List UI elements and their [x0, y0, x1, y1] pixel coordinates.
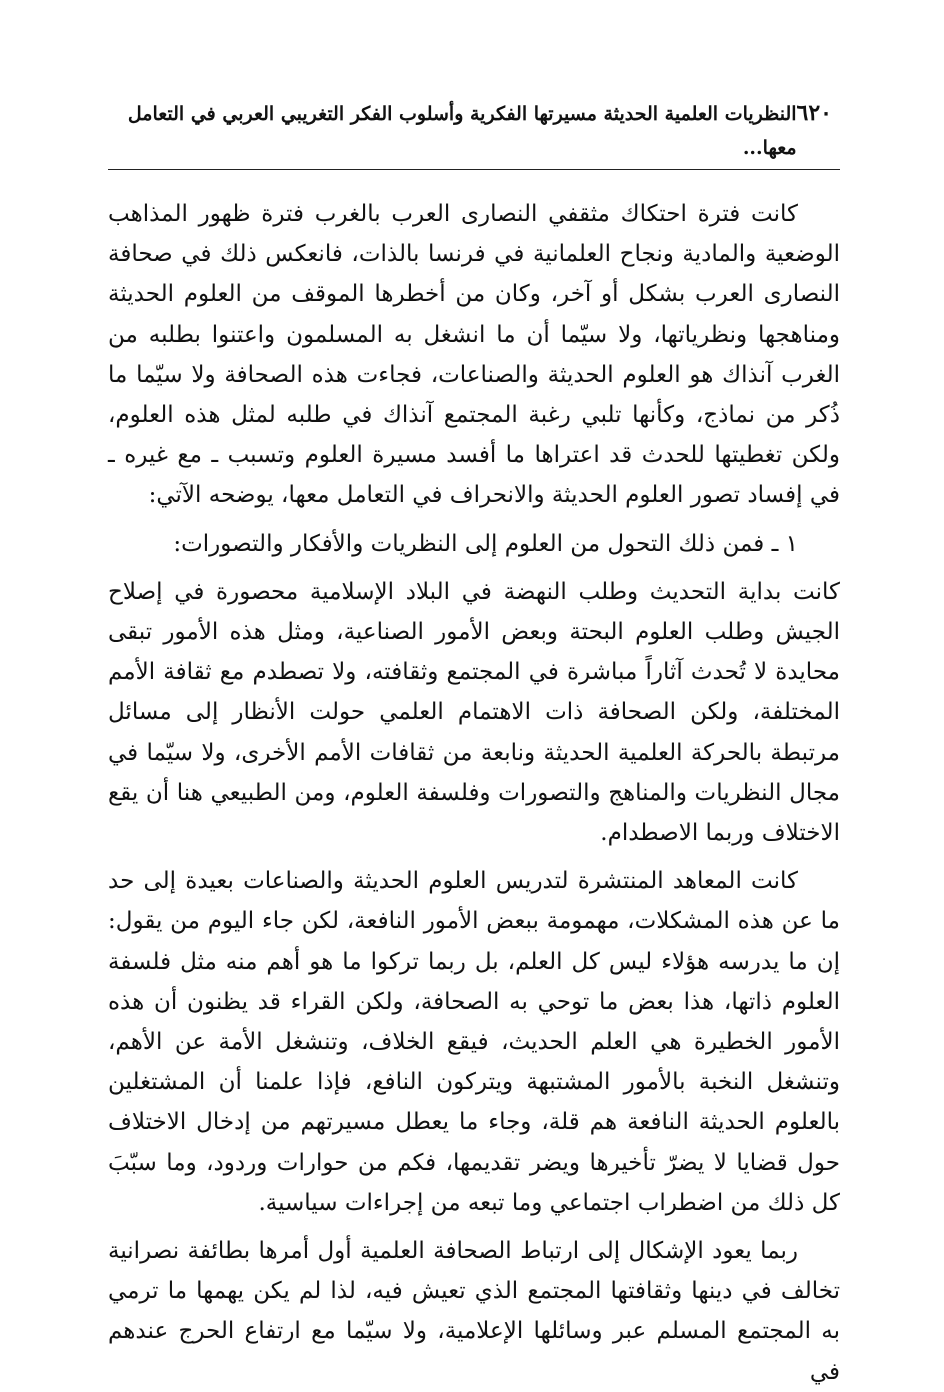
paragraph: ربما يعود الإشكال إلى ارتباط الصحافة العلمية أول أمرها بطائفة نصرانية تخالف في دينها وثقافتها المجتمع الذي تعيش فيه، لذا لم يكن يهمها ما ترمي به المجتمع المسلم عبر وسائلها الإعلامية، ولا سيّما مع ارتفاع الحرج عندهم في: [108, 1238, 841, 1385]
paragraph: كانت بداية التحديث وطلب النهضة في البلاد الإسلامية محصورة في إصلاح الجيش وطلب العلوم البحتة وبعض الأمور الصناعية، ومثل هذه الأمور تبقى محايدة لا تُحدث آثاراً مباشرة في المجتمع وثقافته، ولا تصطدم مع ثقافة الأمم المختلفة، ولكن الصحافة ذات الاهتمام العلمي حولت الأنظار إلى مسائل مرتبطة بالحركة العلمية الحديثة ونابعة من ثقافات الأمم الأخرى، ولا سيّما في مجال النظريات والمناهج والتصورات وفلسفة العلوم، ومن الطبيعي هنا أن يقع الاختلاف وربما الاصطدام.: [108, 578, 840, 847]
running-title: النظريات العلمية الحديثة مسيرتها الفكرية وأسلوب الفكر التغريبي العربي في التعامل معها...: [127, 103, 797, 159]
paragraph: كانت المعاهد المنتشرة لتدريس العلوم الحديثة والصناعات بعيدة إلى حد ما عن هذه المشكلات، مهمومة ببعض الأمور النافعة، لكن جاء اليوم من يقول: إن ما يدرسه هؤلاء ليس كل العلم، بل ربما تركوا ما هو أهم منه مثل فلسفة العلوم ذاتها، هذا بعض ما توحي به الصحافة، ولكن القراء قد يظنون أن هذه الأمور الخطيرة هي العلم الحديث، فيقع الخلاف، وتنشغل الأمة عن الأهم، وتنشغل النخبة بالأمور المشتبهة ويتركون النافع، فإذا علمنا أن المشتغلين بالعلوم الحديثة النافعة هم قلة، وجاء ما يعطل مسيرتهم من إدخال الاختلاف حول قضايا لا يضرّ تأخيرها ويضر تقديمها، فكم من حوارات وردود، وما سبّبَ كل ذلك من اضطراب اجتماعي وما تبعه من إجراءات سياسية.: [108, 868, 840, 1216]
paragraph: كانت فترة احتكاك مثقفي النصارى العرب بالغرب فترة ظهور المذاهب الوضعية والمادية ونجاح العلمانية في فرنسا بالذات، فانعكس ذلك في صحافة النصارى العرب بشكل أو آخر، وكان من أخطرها الموقف من العلوم الحديثة ومناهجها ونظرياتها، ولا سيّما أن ما انشغل به المسلمون واعتنوا بطلبه من الغرب آنذاك هو العلوم الحديثة والصناعات، فجاءت هذه الصحافة ولا سيّما ما ذُكر من نماذج، وكأنها تلبي رغبة المجتمع آنذاك في طلبه لمثل هذه العلوم، ولكن تغطيتها للحدث قد اعتراها ما أفسد مسيرة العلوم وتسبب ـ مع غيره ـ في إفساد تصور العلوم الحديثة والانحراف في التعامل معها، يوضحه الآتي:: [108, 201, 840, 509]
running-header: [108, 96, 840, 165]
page-number: ٦٢٠: [796, 100, 832, 126]
book-page: [108, 96, 840, 1392]
numbered-heading: ١ ـ فمن ذلك التحول من العلوم إلى النظريات والأفكار والتصورات:: [173, 530, 798, 557]
page-body: [108, 194, 840, 1392]
header-rule: [108, 169, 840, 170]
